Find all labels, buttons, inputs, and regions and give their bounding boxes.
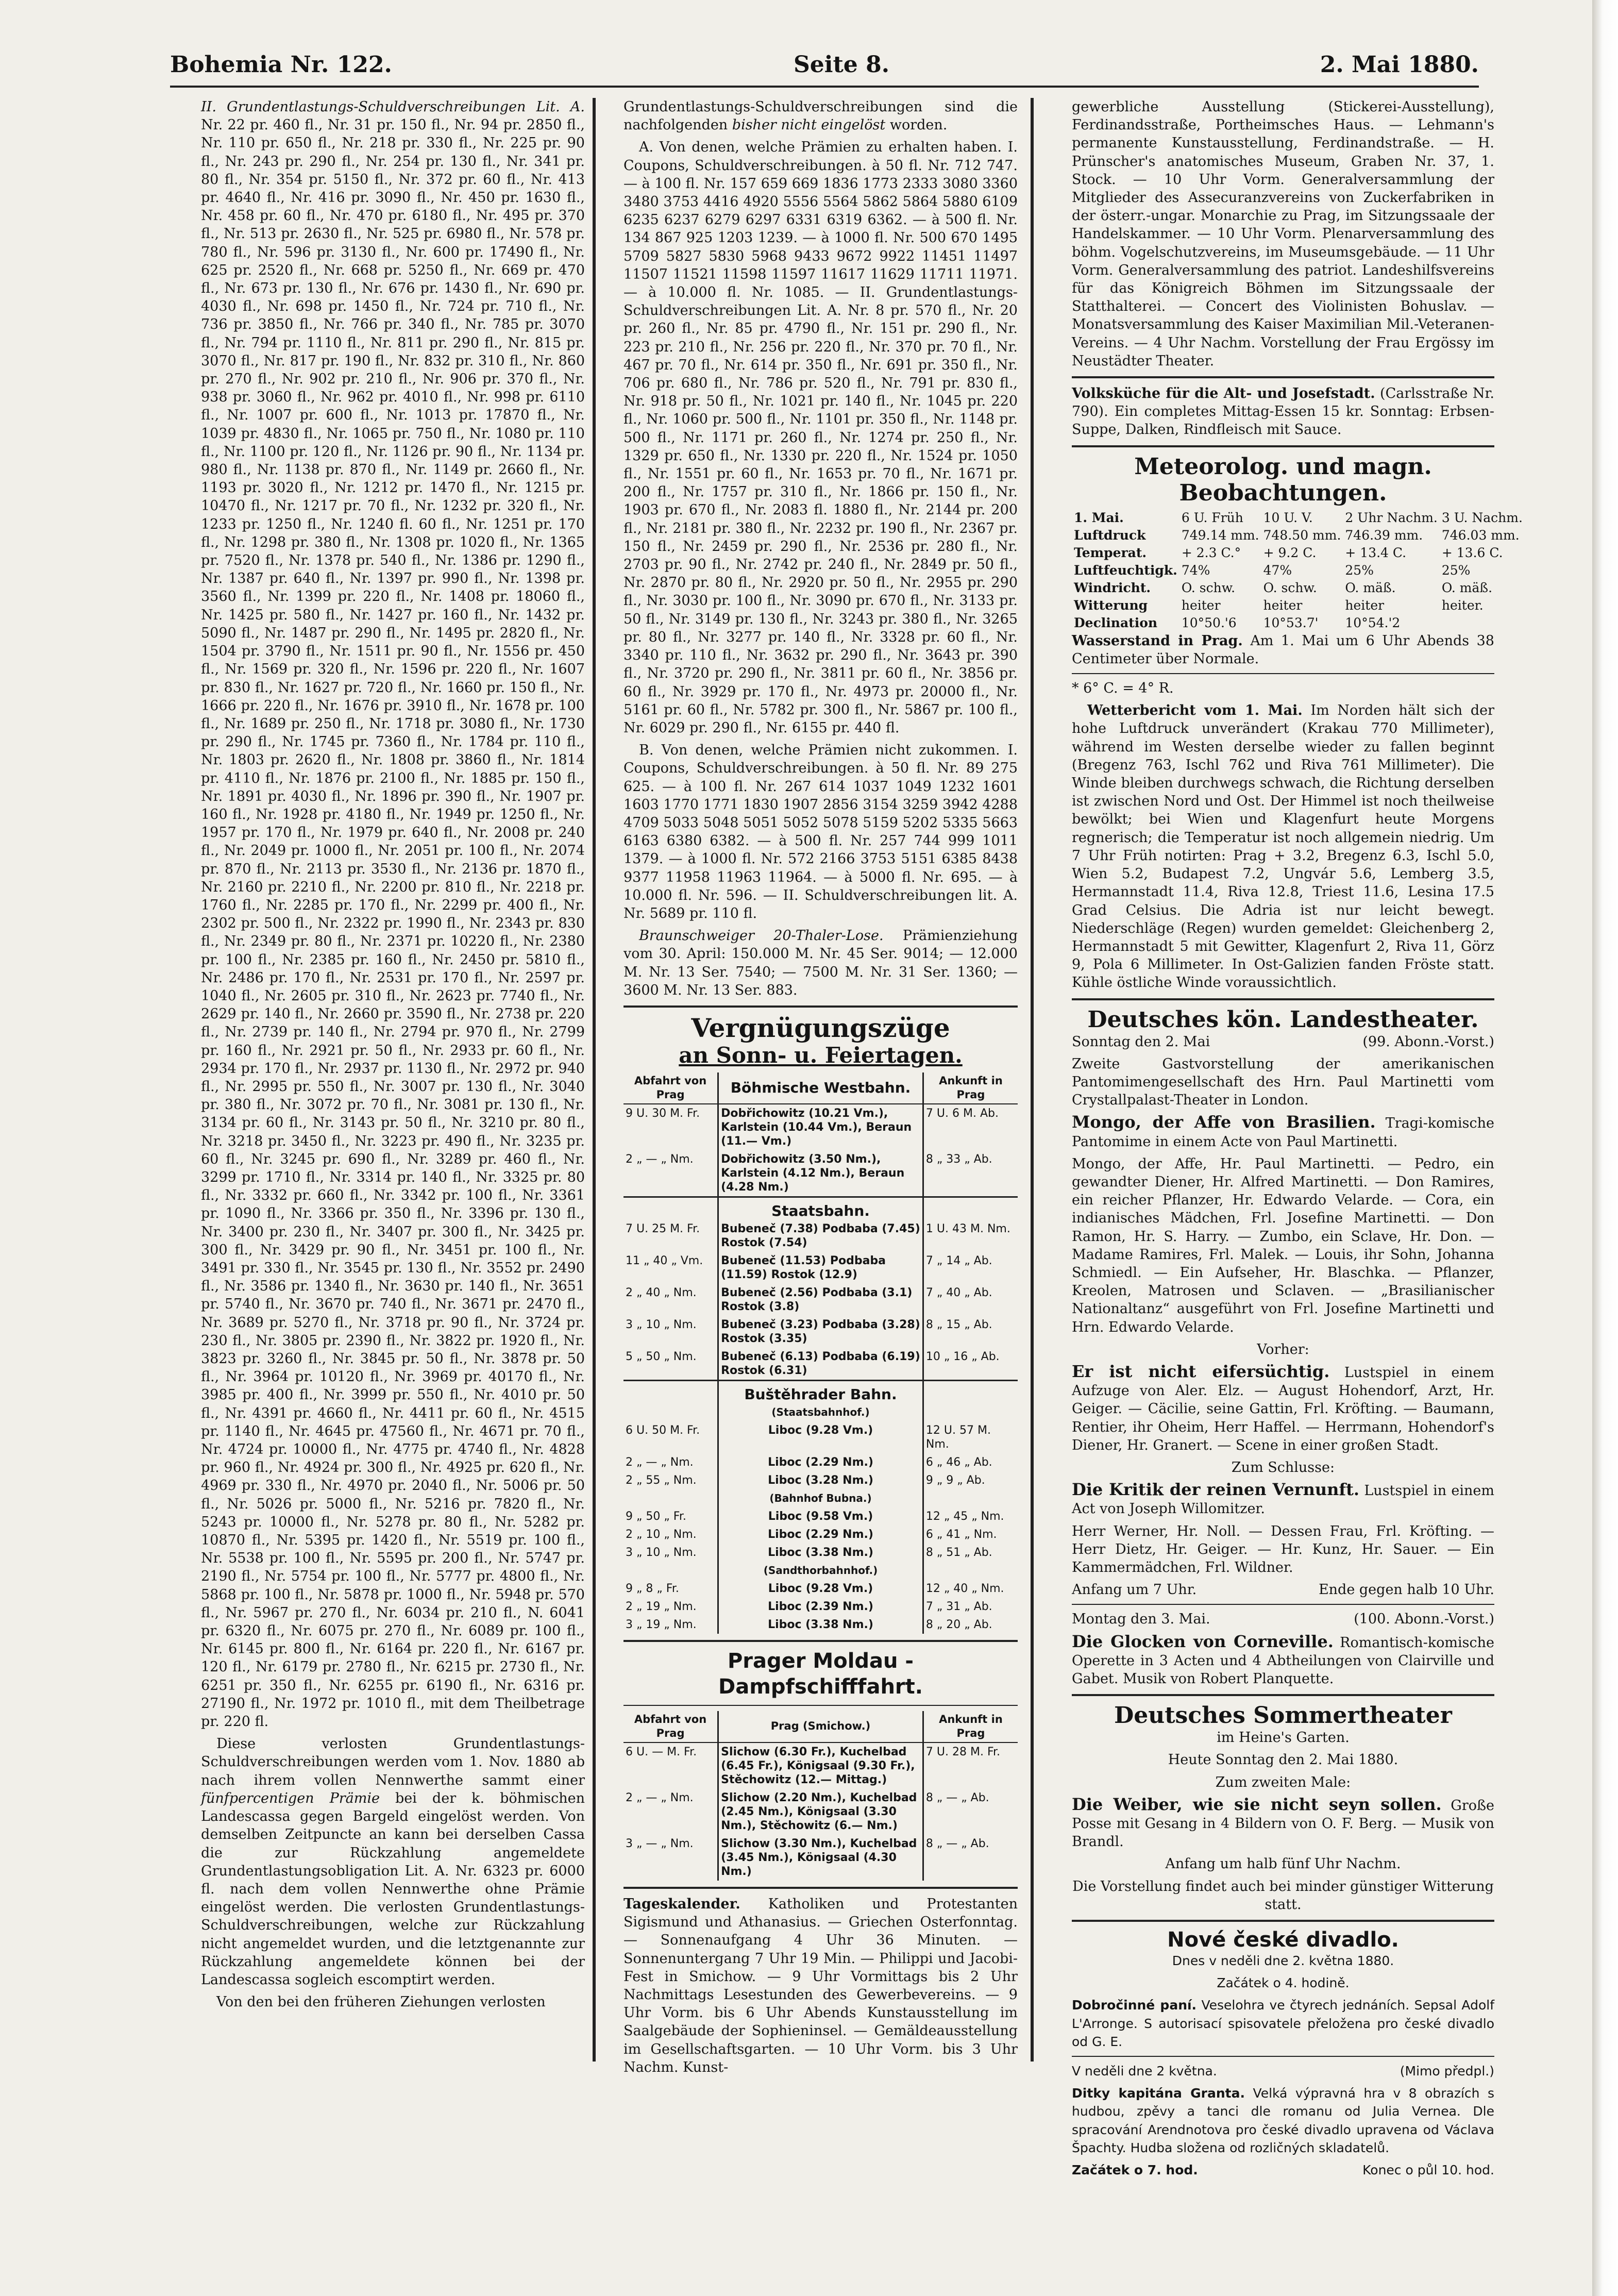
timetable-row: 2 „ 19 „ Nm. Liboc (2.39 Nm.) 7 „ 31 „ Ab. xyxy=(623,1598,1018,1616)
arrival-header: Ankunft in Prag xyxy=(923,1072,1018,1104)
timetable-row: 6 U. 50 M. Fr. Liboc (9.28 Vm.) 12 U. 57 M. Nm. xyxy=(623,1421,1018,1453)
column-rule-2 xyxy=(1031,98,1034,2062)
met-row: 1. Mai. 6 U. Früh 10 U. V. 2 Uhr Nachm. 3 U. Nachm. xyxy=(1074,510,1523,525)
met-row: Declination 10°50.'6 10°53.7' 10°54.'2 xyxy=(1074,615,1401,630)
timetable-row: 2 „ — „ Nm. Dobřichowitz (3.50 Nm.), Karlstein (4.12 Nm.), Beraun (4.28 Nm.) 8 „ 33 „ Ab. xyxy=(623,1150,1018,1197)
timetable-row: 3 „ 10 „ Nm. Bubeneč (3.23) Podbaba (3.28) Rostok (3.35) 8 „ 15 „ Ab. xyxy=(623,1316,1018,1348)
header-rule xyxy=(170,86,1479,88)
sommertheater-program: im Heine's Garten. Heute Sonntag den 2. Mai 1880. Zum zweiten Male: Die Weiber, wie sie nicht seyn sollen. Große Posse mit Gesang in 4 Bildern von O. F. Berg. — Musik von Brandl. Anfang um halb fünf Uhr Nachm. Die Vorstellung findet auch bei minder günstiger Witterung statt. xyxy=(1072,1730,1494,1913)
public-kitchen: Volksküche für die Alt- und Josefstadt. (Carlsstraße Nr. 790). Ein completes Mittag-Essen 15 kr. Sonntag: Erbsen-Suppe, Dalken, Rindfleisch mit Sauce. xyxy=(1072,386,1494,438)
timetable-row: 9 „ 50 „ Fr. Liboc (9.58 Vm.) 12 „ 45 „ Nm. xyxy=(623,1507,1018,1526)
departure-header: Abfahrt von Prag xyxy=(623,1072,718,1104)
timetable-row: 2 „ 55 „ Nm. Liboc (3.28 Nm.) 9 „ 9 „ Ab. xyxy=(623,1471,1018,1489)
czech-theatre-title: Nové české divadlo. xyxy=(1167,1928,1399,1952)
page-header xyxy=(170,52,1479,81)
meteorology-table xyxy=(1072,509,1525,632)
braunschweig-lottery: Braunschweiger 20-Thaler-Lose. Prämienziehung vom 30. April: 150.000 M. Nr. 45 Ser. 9014; — 12.000 M. Nr. 13 Ser. 7540; — 7500 M. Nr. 31 Ser. 1360; — 3600 M. Nr. 13 Ser. 883. xyxy=(623,928,1018,998)
premium-list-a: A. Von denen, welche Prämien zu erhalten haben. I. Coupons, Schuldverschreibungen. à 50 fl. Nr. 712 747. — à 100 fl. Nr. 157 659 669 1836 1773 2333 3080 3360 3480 3753 4416 4920 5556 5564 5862 5864 5880 6109 6235 6237 6279 6297 6331 6319 6362. — à 500 fl. Nr. 134 867 925 1203 1239. — à 1000 fl. Nr. 500 670 1495 5709 5827 5830 5968 9433 9672 9922 11451 11497 11507 11521 11598 11597 11617 11629 11711 11971. — à 10.000 fl. Nr. 1085. — II. Grundentlastungs-Schuldverschreibungen Lit. A. Nr. 8 pr. 570 fl., Nr. 20 pr. 260 fl., Nr. 85 pr. 4790 fl., Nr. 151 pr. 290 fl., Nr. 223 pr. 210 fl., Nr. 256 pr. 220 fl., Nr. 370 pr. 70 fl., Nr. 467 pr. 70 fl., Nr. 614 pr. 350 fl., Nr. 691 pr. 350 fl., Nr. 706 pr. 680 fl., Nr. 786 pr. 520 fl., Nr. 791 pr. 830 fl., Nr. 918 pr. 50 fl., Nr. 1021 pr. 140 fl., Nr. 1045 pr. 220 fl., Nr. 1060 pr. 500 fl., Nr. 1101 pr. 350 fl., Nr. 1148 pr. 500 fl., Nr. 1171 pr. 260 fl., Nr. 1274 pr. 250 fl., Nr. 1329 pr. 650 fl., Nr. 1330 pr. 220 fl., Nr. 1524 pr. 1050 fl., Nr. 1551 pr. 60 fl., Nr. 1653 pr. 70 fl., Nr. 1671 pr. 200 fl., Nr. 1757 pr. 310 fl., Nr. 1866 pr. 150 fl., Nr. 1903 pr. 670 fl., Nr. 2083 fl. 1880 fl., Nr. 2144 pr. 200 fl., Nr. 2181 pr. 380 fl., Nr. 2232 pr. 190 fl., Nr. 2367 pr. 150 fl., Nr. 2459 pr. 290 fl., Nr. 2536 pr. 280 fl., Nr. 2703 pr. 90 fl., Nr. 2742 pr. 240 fl., Nr. 2849 pr. 50 fl., Nr. 2870 pr. 80 fl., Nr. 2920 pr. 50 fl., Nr. 2955 pr. 290 fl., Nr. 3030 pr. 100 fl., Nr. 3090 pr. 670 fl., Nr. 3133 pr. 50 fl., Nr. 3149 pr. 130 fl., Nr. 3243 pr. 380 fl., Nr. 3265 pr. 80 fl., Nr. 3277 pr. 140 fl., Nr. 3328 pr. 60 fl., Nr. 3340 pr. 110 fl., Nr. 3632 pr. 290 fl., Nr. 3643 pr. 390 fl., Nr. 3720 pr. 290 fl., Nr. 3811 pr. 60 fl., Nr. 3856 pr. 60 fl., Nr. 3929 pr. 170 fl., Nr. 4973 pr. 20000 fl., Nr. 5161 pr. 60 fl., Nr. 5782 pr. 300 fl., Nr. 5867 pr. 100 fl., Nr. 6029 pr. 290 fl., Nr. 6155 pr. 440 fl. xyxy=(623,139,1018,736)
column-rule-1 xyxy=(593,98,596,2062)
divider xyxy=(1072,1604,1494,1605)
events-list: gewerbliche Ausstellung (Stickerei-Ausstellung), Ferdinandsstraße, Portheimsches Haus. — Lehmann's permanente Kunstausstellung, Ferdinandstraße. — H. Prünscher's anatomisches Museum, Graben Nr. 37, 1. Stock. — 10 Uhr Vorm. Generalversammlung der Mitglieder des Assecuranzvereins von Zuckerfabriken in der österr.-ungar. Monarchie zu Prag, im Sitzungssaale der Handelskammer. — 10 Uhr Vorm. Plenarversammlung des böhm. Vogelschutzvereins, im Museumsgebäude. — 11 Uhr Vorm. Generalversammlung des patriot. Landeshilfsvereins für das Königreich Böhmen im Sitzungssaale der Statthalterei. — Concert des Violinisten Bohuslav. — Monatsversammlung des Kaiser Maximilian Mil.-Veteranen-Vereins. — 4 Uhr Nachm. Vorstellung der Frau Ergössy im Neustädter Theater. xyxy=(1072,99,1494,369)
column-2 xyxy=(623,98,1018,2075)
divider xyxy=(623,1005,1018,1008)
landestheater-title: Deutsches kön. Landestheater. xyxy=(1087,1006,1479,1033)
excursion-trains-title: Vergnügungszüge xyxy=(691,1012,950,1043)
timetable-row: 3 „ 10 „ Nm. Liboc (3.38 Nm.) 8 „ 51 „ Ab. xyxy=(623,1544,1018,1562)
day-calendar: Tageskalender. Katholiken und Protestanten Sigismund und Athanasius. — Griechen Osterfonntag. — Sonnenaufgang 4 Uhr 36 Minuten. — Sonnenuntergang 7 Uhr 19 Min. — Philippi und Jacobi-Fest in Smichow. — 9 Uhr Vormittags bis 2 Uhr Nachmittags Lesestunden des Gewerbevereins. — 9 Uhr Vorm. bis 6 Uhr Abends Kunstausstellung im Saalgebäude der Sophieninsel. — Gemäldeausstellung im Gesellschaftsgarten. — 10 Uhr Vorm. bis 3 Uhr Nachm. Kunst- xyxy=(623,1896,1018,2075)
landestheater-monday: Montag den 3. Mai. (100. Abonn.-Vorst.) Die Glocken von Corneville. Romantisch-komische Operette in 3 Acten und 4 Abtheilungen von Clairville und Gabet. Musik von Robert Planquette. xyxy=(1072,1611,1494,1687)
excursion-trains-subtitle: an Sonn- u. Feiertagen. xyxy=(679,1042,963,1068)
met-row: Temperat. + 2.3 C.° + 9.2 C. + 13.4 C. + 13.6 C. xyxy=(1074,545,1503,560)
timetable-row: 6 U. — M. Fr. Slichow (6.30 Fr.), Kuchelbad (6.45 Fr.), Königsaal (9.30 Fr.), Stěchowitz (12.— Mittag.) 7 U. 28 M. Fr. xyxy=(623,1742,1018,1789)
route-header: Böhmische Westbahn. xyxy=(718,1072,923,1104)
meteorology-title: Meteorolog. und magn. Beobachtungen. xyxy=(1134,453,1432,506)
header-issue: Bohemia Nr. 122. xyxy=(170,52,392,78)
divider xyxy=(1072,445,1494,447)
timetable-row: 2 „ — „ Nm. Liboc (2.29 Nm.) 6 „ 46 „ Ab. xyxy=(623,1453,1018,1471)
weather-report: Wetterbericht vom 1. Mai. Im Norden hält sich der hohe Luftdruck unverändert (Krakau 770 Millimeter), während im Westen derselbe wieder zu fallen beginnt (Bregenz 763, Ischl 762 und Riva 761 Millimeter). Die Winde bleiben durchwegs schwach, die Richtung derselben ist zwischen Nord und Ost. Der Himmel ist noch theilweise bewölkt; bei Wien und Klagenfurt heute Morgens regnerisch; die Temperatur ist noch allgemein niedrig. Um 7 Uhr Früh notirten: Prag + 3.2, Bregenz 6.3, Ischl 5.0, Wien 5.2, Budapest 7.2, Ungvár 5.6, Lemberg 3.5, Hermannstadt 11.4, Riva 12.8, Triest 11.6, Lesina 17.5 Grad Celsius. Die Adria ist nur leicht bewegt. Niederschläge (Regen) wurden gemeldet: Gleichenberg 2, Hermannstadt 5 mit Gewitter, Klagenfurt 2, Riva 11, Görz 9, Pola 6 Millimeter. In Ost-Galizien fanden Fröste statt. Kühle östliche Winde voraussichtlich. xyxy=(1072,702,1494,991)
met-row: Luftfeuchtigk. 74% 47% 25% 25% xyxy=(1074,562,1471,578)
redemption-notice: Diese verlosten Grundentlastungs-Schuldverschreibungen werden vom 1. Nov. 1880 ab nach ihrem vollen Nennwerthe sammt einer fünfpercentigen Prämie bei der k. böhmischen Landescassa gegen Bargeld eingelöst werden. Von demselben Zeitpuncte an kann bei derselben Cassa die zur Rückzahlung angemeldete Grundentlastungsobligation Lit. A. Nr. 6323 pr. 6000 fl. nach dem vollen Nennwerthe ohne Prämie eingelöst werden. Die verlosten Grundentlastungs-Schuldverschreibungen, welche zur Rückzahlung nicht angemeldet wurden, und die letztgenannte zur Rückzahlung angemeldete können bei der Landescassa sogleich escomptirt werden. xyxy=(201,1736,585,1988)
lottery-numbers: Nr. 22 pr. 460 fl., Nr. 31 pr. 150 fl., Nr. 94 pr. 2850 fl., Nr. 110 pr. 650 fl., Nr. 218 pr. 330 fl., Nr. 225 pr. 90 fl., Nr. 243 pr. 290 fl., Nr. 254 pr. 130 fl., Nr. 341 pr. 80 fl., Nr. 354 pr. 5150 fl., Nr. 372 pr. 60 fl., Nr. 413 pr. 4640 fl., Nr. 416 pr. 3090 fl., Nr. 450 pr. 1630 fl., Nr. 458 pr. 60 fl., Nr. 470 pr. 6180 fl., Nr. 495 pr. 370 fl., Nr. 513 pr. 2630 fl., Nr. 525 pr. 6980 fl., Nr. 578 pr. 780 fl., Nr. 596 pr. 3130 fl., Nr. 600 pr. 17490 fl., Nr. 625 pr. 2520 fl., Nr. 668 pr. 5250 fl., Nr. 669 pr. 470 fl., Nr. 673 pr. 130 fl., Nr. 676 pr. 1430 fl., Nr. 690 pr. 4030 fl., Nr. 698 pr. 1450 fl., Nr. 724 pr. 710 fl., Nr. 736 pr. 3850 fl., Nr. 766 pr. 340 fl., Nr. 785 pr. 3070 fl., Nr. 794 pr. 1110 fl., Nr. 811 pr. 290 fl., Nr. 815 pr. 3070 fl., Nr. 817 pr. 190 fl., Nr. 832 pr. 310 fl., Nr. 860 pr. 270 fl., Nr. 902 pr. 210 fl., Nr. 906 pr. 370 fl., Nr. 938 pr. 3060 fl., Nr. 962 pr. 4010 fl., Nr. 998 pr. 6110 fl., Nr. 1007 pr. 600 fl., Nr. 1013 pr. 17870 fl., Nr. 1039 pr. 4830 fl., Nr. 1065 pr. 750 fl., Nr. 1080 pr. 110 fl., Nr. 1100 pr. 120 fl., Nr. 1126 pr. 90 fl., Nr. 1134 pr. 980 fl., Nr. 1138 pr. 870 fl., Nr. 1149 pr. 2660 fl., Nr. 1193 pr. 3020 fl., Nr. 1212 pr. 1470 fl., Nr. 1215 pr. 10470 fl., Nr. 1217 pr. 70 fl., Nr. 1232 pr. 320 fl., Nr. 1233 pr. 1250 fl., Nr. 1240 fl. 60 fl., Nr. 1251 pr. 170 fl., Nr. 1298 pr. 380 fl., Nr. 1308 pr. 1020 fl., Nr. 1365 pr. 7520 fl., Nr. 1378 pr. 540 fl., Nr. 1386 pr. 1290 fl., Nr. 1387 pr. 640 fl., Nr. 1397 pr. 990 fl., Nr. 1398 pr. 3560 fl., Nr. 1399 pr. 220 fl., Nr. 1408 pr. 18060 fl., Nr. 1425 pr. 580 fl., Nr. 1427 pr. 160 fl., Nr. 1432 pr. 5090 fl., Nr. 1487 pr. 290 fl., Nr. 1495 pr. 2820 fl., Nr. 1504 pr. 3790 fl., Nr. 1511 pr. 90 fl., Nr. 1556 pr. 450 fl., Nr. 1569 pr. 320 fl., Nr. 1596 pr. 220 fl., Nr. 1607 pr. 830 fl., Nr. 1627 pr. 720 fl., Nr. 1660 pr. 150 fl., Nr. 1666 pr. 220 fl., Nr. 1676 pr. 3910 fl., Nr. 1678 pr. 100 fl., Nr. 1689 pr. 250 fl., Nr. 1718 pr. 3080 fl., Nr. 1730 pr. 290 fl., Nr. 1745 pr. 7360 fl., Nr. 1784 pr. 110 fl., Nr. 1803 pr. 2620 fl., Nr. 1808 pr. 3860 fl., Nr. 1814 pr. 4110 fl., Nr. 1876 pr. 2100 fl., Nr. 1885 pr. 150 fl., Nr. 1891 pr. 4030 fl., Nr. 1896 pr. 390 fl., Nr. 1907 pr. 160 fl., Nr. 1928 pr. 4180 fl., Nr. 1949 pr. 1250 fl., Nr. 1957 pr. 170 fl., Nr. 1979 pr. 640 fl., Nr. 2008 pr. 240 fl., Nr. 2049 pr. 1000 fl., Nr. 2051 pr. 100 fl., Nr. 2074 pr. 870 fl., Nr. 2113 pr. 3530 fl., Nr. 2136 pr. 1870 fl., Nr. 2160 pr. 2210 fl., Nr. 2200 pr. 810 fl., Nr. 2218 pr. 1760 fl., Nr. 2285 pr. 170 fl., Nr. 2299 pr. 400 fl., Nr. 2302 pr. 500 fl., Nr. 2322 pr. 1990 fl., Nr. 2343 pr. 830 fl., Nr. 2349 pr. 80 fl., Nr. 2371 pr. 10220 fl., Nr. 2380 pr. 100 fl., Nr. 2385 pr. 160 fl., Nr. 2450 pr. 5810 fl., Nr. 2486 pr. 170 fl., Nr. 2531 pr. 170 fl., Nr. 2597 pr. 1040 fl., Nr. 2605 pr. 310 fl., Nr. 2623 pr. 7740 fl., Nr. 2629 pr. 140 fl., Nr. 2660 pr. 3590 fl., Nr. 2738 pr. 220 fl., Nr. 2739 pr. 140 fl., Nr. 2794 pr. 970 fl., Nr. 2799 pr. 160 fl., Nr. 2921 pr. 50 fl., Nr. 2933 pr. 60 fl., Nr. 2934 pr. 170 fl., Nr. 2937 pr. 1130 fl., Nr. 2972 pr. 940 fl., Nr. 2995 pr. 550 fl., Nr. 3007 pr. 130 fl., Nr. 3040 pr. 380 fl., Nr. 3072 pr. 70 fl., Nr. 3081 pr. 130 fl., Nr. 3134 pr. 60 fl., Nr. 3143 pr. 50 fl., Nr. 3210 pr. 80 fl., Nr. 3218 pr. 3450 fl., Nr. 3223 pr. 490 fl., Nr. 3235 pr. 60 fl., Nr. 3245 pr. 690 fl., Nr. 3289 pr. 460 fl., Nr. 3299 pr. 1710 fl., Nr. 3314 pr. 140 fl., Nr. 3325 pr. 80 fl., Nr. 3332 pr. 660 fl., Nr. 3342 pr. 100 fl., Nr. 3361 pr. 1090 fl., Nr. 3366 pr. 350 fl., Nr. 3396 pr. 130 fl., Nr. 3400 pr. 230 fl., Nr. 3407 pr. 300 fl., Nr. 3425 pr. 300 fl., Nr. 3429 pr. 90 fl., Nr. 3451 pr. 100 fl., Nr. 3491 pr. 330 fl., Nr. 3545 pr. 130 fl., Nr. 3552 pr. 2490 fl., Nr. 3586 pr. 1340 fl., Nr. 3630 pr. 140 fl., Nr. 3651 pr. 5740 fl., Nr. 3670 pr. 740 fl., Nr. 3671 pr. 2470 fl., Nr. 3689 pr. 5270 fl., Nr. 3718 pr. 90 fl., Nr. 3724 pr. 230 fl., Nr. 3805 pr. 2390 fl., Nr. 3822 pr. 1920 fl., Nr. 3823 pr. 3260 fl., Nr. 3845 pr. 50 fl., Nr. 3878 pr. 50 fl., Nr. 3964 pr. 10120 fl., Nr. 3969 pr. 40170 fl., Nr. 3985 pr. 400 fl., Nr. 3999 pr. 550 fl., Nr. 4010 pr. 50 fl., Nr. 4391 pr. 4660 fl., Nr. 4411 pr. 60 fl., Nr. 4515 pr. 1140 fl., Nr. 4645 pr. 47560 fl., Nr. 4671 pr. 70 fl., Nr. 4724 pr. 10000 fl., Nr. 4775 pr. 4740 fl., Nr. 4828 pr. 960 fl., Nr. 4924 pr. 300 fl., Nr. 4925 pr. 620 fl., Nr. 4969 pr. 330 fl., Nr. 4970 pr. 2040 fl., Nr. 5006 pr. 50 fl., Nr. 5026 pr. 5000 fl., Nr. 5216 pr. 7820 fl., Nr. 5243 pr. 10000 fl., Nr. 5278 pr. 80 fl., Nr. 5282 pr. 10870 fl., Nr. 5395 pr. 1420 fl., Nr. 5519 pr. 100 fl., Nr. 5538 pr. 100 fl., Nr. 5595 pr. 200 fl., Nr. 5747 pr. 2190 fl., Nr. 5754 pr. 100 fl., Nr. 5777 pr. 4800 fl., Nr. 5868 pr. 100 fl., Nr. 5878 pr. 1000 fl., Nr. 5948 pr. 570 fl., Nr. 5967 pr. 270 fl., Nr. 6034 pr. 210 fl., N. 6041 pr. 6320 fl., Nr. 6075 pr. 270 fl., Nr. 6089 pr. 100 fl., Nr. 6145 pr. 800 fl., Nr. 6164 pr. 220 fl., Nr. 6167 pr. 120 fl., Nr. 6179 pr. 2780 fl., Nr. 6215 pr. 2730 fl., Nr. 6251 pr. 350 fl., Nr. 6255 pr. 6190 fl., Nr. 6316 pr. 27190 fl., Nr. 1972 pr. 1010 fl., mit dem Theilbetrage pr. 220 fl. xyxy=(201,117,585,1730)
timetable-row: 5 „ 50 „ Nm. Bubeneč (6.13) Podbaba (6.19) Rostok (6.31) 10 „ 16 „ Ab. xyxy=(623,1348,1018,1381)
column-1 xyxy=(201,98,585,2062)
czech-theatre-program: Dnes v neděli dne 2. května 1880. Začátek o 4. hodině. Dobročinné paní. Veselohra ve čtyrech jednáních. Sepsal Adolf L'Arronge. S autorisací spisovatele přeložena pro české divadlo od G. E. V neděli dne 2 května. (Mimo předpl.) Ditky kapitána Granta. Velká výpravná hra v 8 obrazích s hudbou, zpěvy a tanci dle romanu od Julia Vernea. Dle spracování Arendnotova pro české divadlo upravena od Václava Špachty. Hudba složena od rozličných skladatelů. Začátek o 7. hod. Konec o půl 10. hod. xyxy=(1072,1953,1495,2178)
lottery-list-1 xyxy=(201,98,585,2011)
divider xyxy=(1072,673,1494,674)
bustehrader-title: Buštěhrader Bahn. xyxy=(718,1380,923,1403)
timetable-row: 2 „ 40 „ Nm. Bubeneč (2.56) Podbaba (3.1) Rostok (3.8) 7 „ 40 „ Ab. xyxy=(623,1284,1018,1316)
divider xyxy=(1072,376,1494,378)
timetable-row: 2 „ — „ Nm. Slichow (2.20 Nm.), Kuchelbad (2.45 Nm.), Königsaal (3.30 Nm.), Stěchowitz (6.— Nm.) 8 „ — „ Ab. xyxy=(623,1789,1018,1835)
premium-list-b: B. Von denen, welche Prämien nicht zukommen. I. Coupons, Schuldverschreibungen. à 50 fl. Nr. 89 275 625. — à 100 fl. Nr. 267 614 1037 1049 1232 1601 1603 1770 1771 1830 1907 2856 3154 3259 3942 4288 4709 5033 5048 5051 5052 5078 5159 5202 5335 5663 6163 6380 6382. — à 500 fl. Nr. 257 744 999 1011 1379. — à 1000 fl. Nr. 572 2166 3753 5151 6385 8438 9377 11958 11963 11964. — à 5000 fl. Nr. 695. — à 10.000 fl. Nr. 596. — II. Schuldverschreibungen lit. A. Nr. 5689 pr. 110 fl. xyxy=(623,742,1018,921)
timetable-row: 3 „ 19 „ Nm. Liboc (3.38 Nm.) 8 „ 20 „ Ab. xyxy=(623,1616,1018,1634)
timetable-row: 9 „ 8 „ Fr. Liboc (9.28 Vm.) 12 „ 40 „ Nm. xyxy=(623,1580,1018,1598)
section-title: II. Grundentlastungs-Schuldverschreibungen Lit. A. xyxy=(201,99,585,115)
continuation-paragraph: Von den bei den früheren Ziehungen verlosten xyxy=(216,1994,546,2010)
timetable-row: 2 „ 10 „ Nm. Liboc (2.29 Nm.) 6 „ 41 „ Nm. xyxy=(623,1526,1018,1544)
divider xyxy=(1072,1920,1494,1922)
divider xyxy=(623,1887,1018,1889)
temperature-note: * 6° C. = 4° R. xyxy=(1072,680,1174,697)
column-3 xyxy=(1072,98,1523,2178)
met-row: Witterung heiter heiter heiter heiter. xyxy=(1074,597,1484,613)
timetable-row: 3 „ — „ Nm. Slichow (3.30 Nm.), Kuchelbad (3.45 Nm.), Königsaal (4.30 Nm.) 8 „ — „ Ab. xyxy=(623,1835,1018,1881)
met-row: Windricht. O. schw. O. schw. O. mäß. O. mäß. xyxy=(1074,580,1493,595)
lottery-list-2: Grundentlastungs-Schuldverschreibungen sind die nachfolgenden bisher nicht eingelöst worden. A. Von denen, welche Prämien zu erhalten haben. I. Coupons, Schuldverschreibungen. à 50 fl. Nr. 712 747. — à 100 fl. Nr. 157 659 669 1836 1773 2333 3080 3360 3480 3753 4416 4920 5556 5564 5862 5864 5880 6109 6235 6237 6279 6297 6331 6319 6362. — à 500 fl. Nr. 134 867 925 1203 1239. — à 1000 fl. Nr. 500 670 1495 5709 5827 5830 5968 9433 9672 9922 11451 11497 11507 11521 11598 11597 11617 11629 11711 11971. — à 10.000 fl. Nr. 1085. — II. Grundentlastungs-Schuldverschreibungen Lit. A. Nr. 8 pr. 570 fl., Nr. 20 pr. 260 fl., Nr. 85 pr. 4790 fl., Nr. 151 pr. 290 fl., Nr. 223 pr. 210 fl., Nr. 256 pr. 220 fl., Nr. 370 pr. 70 fl., Nr. 467 pr. 70 fl., Nr. 614 pr. 350 fl., Nr. 691 pr. 350 fl., Nr. 706 pr. 680 fl., Nr. 786 pr. 520 fl., Nr. 791 pr. 830 fl., Nr. 918 pr. 50 fl., Nr. 1021 pr. 140 fl., Nr. 1045 pr. 220 fl., Nr. 1060 pr. 500 fl., Nr. 1101 pr. 350 fl., Nr. 1148 pr. 500 fl., Nr. 1171 pr. 260 fl., Nr. 1274 pr. 250 fl., Nr. 1329 pr. 650 fl., Nr. 1330 pr. 220 fl., Nr. 1524 pr. 1050 fl., Nr. 1551 pr. 60 fl., Nr. 1653 pr. 70 fl., Nr. 1671 pr. 200 fl., Nr. 1757 pr. 310 fl., Nr. 1866 pr. 150 fl., Nr. 1903 pr. 670 fl., Nr. 2083 fl. 1880 fl., Nr. 2144 pr. 200 fl., Nr. 2181 pr. 380 fl., Nr. 2232 pr. 190 fl., Nr. 2367 pr. 150 fl., Nr. 2459 pr. 290 fl., Nr. 2536 pr. 280 fl., Nr. 2703 pr. 90 fl., Nr. 2742 pr. 240 fl., Nr. 2849 pr. 50 fl., Nr. 2870 pr. 80 fl., Nr. 2920 pr. 50 fl., Nr. 2955 pr. 290 fl., Nr. 3030 pr. 100 fl., Nr. 3090 pr. 670 fl., Nr. 3133 pr. 50 fl., Nr. 3149 pr. 130 fl., Nr. 3243 pr. 380 fl., Nr. 3265 pr. 80 fl., Nr. 3277 pr. 140 fl., Nr. 3328 pr. 60 fl., Nr. 3340 pr. 110 fl., Nr. 3632 pr. 290 fl., Nr. 3643 pr. 390 fl., Nr. 3720 pr. 290 fl., Nr. 3811 pr. 60 fl., Nr. 3856 pr. 60 fl., Nr. 3929 pr. 170 fl., Nr. 4973 pr. 20000 fl., Nr. 5161 pr. 60 fl., Nr. 5782 pr. 300 fl., Nr. 5867 pr. 100 fl., Nr. 6029 pr. 290 fl., Nr. 6155 pr. 440 fl. B. Von denen, welche Prämien nicht zukommen. I. Coupons, Schuldverschreibungen. à 50 fl. Nr. 89 275 625. — à 100 fl. Nr. 267 614 1037 1049 1232 1601 1603 1770 1771 1830 1907 2856 3154 3259 3942 4288 4709 5033 5048 5051 5052 5078 5159 5202 5335 5663 6163 6380 6382. — à 500 fl. Nr. 257 744 999 1011 1379. — à 1000 fl. Nr. 572 2166 3753 5151 6385 8438 9377 11958 11963 11964. — à 5000 fl. Nr. 695. — à 10.000 fl. Nr. 596. — II. Schuldverschreibungen lit. A. Nr. 5689 pr. 110 fl. Braunschweiger 20-Thaler-Lose. Prämienziehung vom 30. April: 150.000 M. Nr. 45 Ser. 9014; — 12.000 M. Nr. 13 Ser. 7540; — 7500 M. Nr. 31 Ser. 1360; — 3600 M. Nr. 13 Ser. 883. xyxy=(623,98,1018,999)
timetable-row: 9 U. 30 M. Fr. Dobřichowitz (10.21 Vm.), Karlstein (10.44 Vm.), Beraun (11.— Vm.) 7 U. 6 M. Ab. xyxy=(623,1104,1018,1150)
sommertheater-title: Deutsches Sommertheater xyxy=(1114,1702,1452,1729)
divider xyxy=(1072,998,1494,1000)
page-edge xyxy=(1592,0,1618,2296)
header-date: 2. Mai 1880. xyxy=(1320,52,1479,78)
divider xyxy=(1072,1694,1494,1696)
water-level: Wasserstand in Prag. Am 1. Mai um 6 Uhr Abends 38 Centimeter über Normale. xyxy=(1072,632,1494,667)
steamboat-title: Prager Moldau - Dampfschifffahrt. xyxy=(718,1649,923,1699)
divider xyxy=(623,1705,1018,1706)
met-row: Luftdruck 749.14 mm. 748.50 mm. 746.39 mm. 746.03 mm. xyxy=(1074,527,1520,543)
excursion-timetable: Abfahrt von Prag Böhmische Westbahn. Ankunft in Prag 9 U. 30 M. Fr. Dobřichowitz (10.21 Vm.), Karlstein (10.44 Vm.), Beraun (11.— Vm.) 7 U. 6 M. Ab. 2 „ — „ Nm. Dobřichowitz (3.50 Nm.), Karlstein (4.12 Nm.), Beraun (4.28 Nm.) 8 „ 33 „ Ab. Staatsbahn. 7 U. 25 M. Fr. Bubeneč (7.38) Podbaba (7.45) Rostok (7.54) 1 U. 43 M. Nm. 11 „ 40 „ Vm. Bubeneč (11.53) Podbaba (11.59) Rostok (12.9) 7 „ 14 „ Ab. 2 „ 40 „ Nm. Bubeneč (2.56) Podbaba (3.1) Rostok (3.8) 7 „ 40 „ Ab. 3 „ 10 „ Nm. Bubeneč (3.23) Podbaba (3.28) Rostok (3.35) 8 „ 15 „ Ab. 5 „ 50 „ Nm. Bubeneč (6.13) Podbaba (6.19) Rostok (6.31) 10 „ 16 „ Ab. Buštěhrader Bahn. (Staatsbahnhof.) 6 U. 50 M. Fr. Liboc (9.28 Vm.) 12 U. 57 M. Nm. 2 „ — „ Nm. Liboc (2.29 Nm.) 6 „ 46 „ Ab. 2 „ 55 „ Nm. Liboc (3.28 Nm.) 9 „ 9 „ Ab. (Bahnhof Bubna.) 9 „ 50 „ Fr. Liboc (9.58 Vm.) 12 „ 45 „ Nm. 2 „ 10 „ Nm. Liboc (2.29 Nm.) 6 „ 41 „ Nm. 3 „ 10 „ Nm. Liboc (3.38 Nm.) 8 „ 51 „ Ab. (Sandthorbahnhof.) 9 „ 8 „ Fr. Liboc (9.28 Vm.) 12 „ 40 „ Nm. 2 „ 19 „ Nm. Liboc (2.39 Nm.) 7 „ 31 „ Ab. 3 „ 19 „ Nm. Liboc (3.38 Nm.) 8 „ 20 „ Ab. xyxy=(623,1072,1018,1634)
steamboat-timetable: Abfahrt von Prag Prag (Smichow.) Ankunft in Prag 6 U. — M. Fr. Slichow (6.30 Fr.), Kuchelbad (6.45 Fr.), Königsaal (9.30 Fr.), Stěchowitz (12.— Mittag.) 7 U. 28 M. Fr. 2 „ — „ Nm. Slichow (2.20 Nm.), Kuchelbad (2.45 Nm.), Königsaal (3.30 Nm.), Stěchowitz (6.— Nm.) 8 „ — „ Ab. 3 „ — „ Nm. Slichow (3.30 Nm.), Kuchelbad (3.45 Nm.), Königsaal (4.30 Nm.) 8 „ — „ Ab. xyxy=(623,1711,1018,1881)
staatsbahn-title: Staatsbahn. xyxy=(718,1197,923,1220)
landestheater-program: Sonntag den 2. Mai (99. Abonn.-Vorst.) Zweite Gastvorstellung der amerikanischen Pantomimengesellschaft des Hrn. Paul Martinetti vom Crystallpalast-Theater in London. Mongo, der Affe von Brasilien. Tragi-komische Pantomime in einem Acte von Paul Martinetti. Mongo, der Affe, Hr. Paul Martinetti. — Pedro, ein gewandter Diener, Hr. Alfred Martinetti. — Don Ramires, ein reicher Pflanzer, Hr. Edwardo Velarde. — Cora, ein indianisches Mädchen, Frl. Josefine Martinetti. — Don Ramon, Hr. S. Harry. — Zumbo, ein Sclave, Hr. Don. — Madame Ramires, Frl. Malek. — Louis, ihr Sohn, Johanna Schmiedl. — Ein Aufseher, Hr. Blaschka. — Pflanzer, Kreolen, Matrosen und Sclaven. — „Brasilianischer Nationaltanz“ ausgeführt von Frl. Josefine Martinetti und Hrn. Edwardo Velarde. Vorher: Er ist nicht eifersüchtig. Lustspiel in einem Aufzuge von Aler. Elz. — August Hohendorf, Arzt, Hr. Geiger. — Cäcilie, seine Gattin, Frl. Kröfting. — Baumann, Rentier, ihr Oheim, Herr Haffel. — Herrmann, Hohendorf's Diener, Hr. Granert. — Scene in einer großen Stadt. Zum Schlusse: Die Kritik der reinen Vernunft. Lustspiel in einem Act von Joseph Willomitzer. Herr Werner, Hr. Noll. — Dessen Frau, Frl. Kröfting. — Herr Dietz, Hr. Geiger. — Hr. Kunz, Hr. Sauer. — Ein Kammermädchen, Frl. Wildner. Anfang um 7 Uhr. Ende gegen halb 10 Uhr. xyxy=(1072,1033,1494,1598)
timetable-row: 11 „ 40 „ Vm. Bubeneč (11.53) Podbaba (11.59) Rostok (12.9) 7 „ 14 „ Ab. xyxy=(623,1252,1018,1284)
divider xyxy=(623,1640,1018,1642)
header-page-number: Seite 8. xyxy=(794,52,890,78)
timetable-row: 7 U. 25 M. Fr. Bubeneč (7.38) Podbaba (7.45) Rostok (7.54) 1 U. 43 M. Nm. xyxy=(623,1220,1018,1252)
